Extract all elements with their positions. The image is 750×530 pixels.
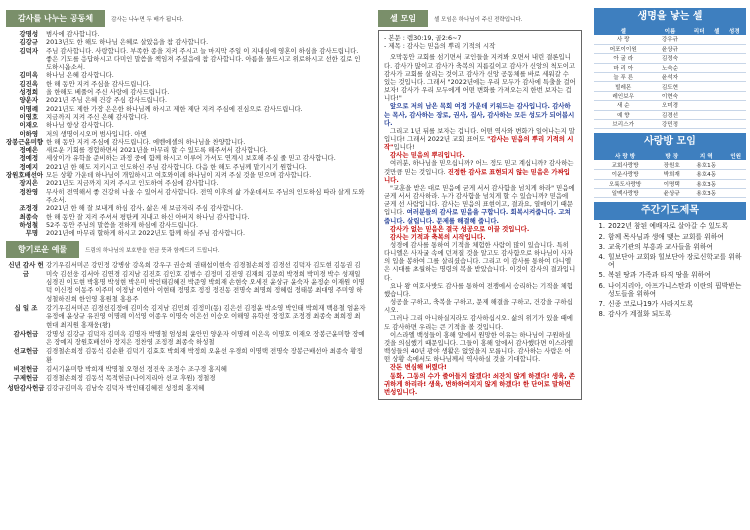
table-cell: 레인보우 — [594, 91, 652, 100]
table-cell — [688, 82, 711, 91]
prayer-list — [594, 222, 746, 318]
table-cell — [723, 91, 746, 100]
table-cell — [711, 82, 723, 91]
table-cell: 윤석자 — [652, 73, 687, 82]
table-cell: 늘 푸 른 — [594, 73, 652, 82]
thanks-name: 장봉근윤미향 — [6, 137, 44, 146]
prayer-item — [594, 253, 746, 269]
table-cell — [725, 160, 746, 169]
thanks-text: 한 해 동안 지켜 주심을 감사드립니다. — [46, 79, 151, 88]
table-cell: 용호3동 — [687, 179, 725, 188]
love-group-title: 사랑방 모임 — [594, 133, 746, 151]
table-cell: 이운사랑방 — [594, 170, 656, 179]
table-cell — [688, 73, 711, 82]
prayer-title: 주간기도제목 — [594, 202, 746, 220]
table-cell: 용호1동 — [687, 160, 725, 169]
thanks-text: 주님 감사합니다. 사랑합니다. 부족한 종을 지켜 주시고 늘 마지막 주일 이 지내심에 영혼이 하심을 감사드립니다. 좋은 기도를 응답하시고 다미인 말씀을 책임져 주셨음에 참 감사합니다. 아름을 물드시고 위로하시고 선한 길로 인도하시옵소서. — [46, 46, 361, 72]
sermon-segment: 성경에 감사를 통하여 기적을 체험한 사람이 많이 있습니다. 특히 다니엘은 사자굴 속에 던져질 것을 알고도 감사함으로 하나님이 사자의 입을 봉하여 그를 살리셨습니다. 그리고 이 감사를 통하여 다니엘은 시대를 초월하는 명령의 복을 받았습니다. 이것이 감사의 결과입니다. — [384, 241, 576, 282]
table-header: 이름 — [652, 26, 687, 35]
prayer-item — [594, 271, 746, 279]
prayer-number: 1. — [598, 222, 605, 231]
prayer-number: 5. — [598, 271, 605, 280]
sermon-paragraph — [384, 102, 576, 126]
table-row — [594, 44, 746, 53]
sermon-segment: 앞으로 저의 남은 목회 여정 가운데 키워드는 감사입니다. 감사하는 목사, 감사하는 장로, 권사, 집사, 감사하는 모든 성도가 되어봅시다. — [384, 102, 575, 127]
middle-column — [374, 0, 586, 530]
offering-row — [6, 384, 366, 392]
table-header: 사 랑 방 — [594, 151, 656, 160]
table-cell — [688, 101, 711, 110]
thanks-name: 장지은 — [19, 179, 38, 188]
offering-row — [6, 347, 366, 364]
table-cell — [711, 35, 723, 44]
sermon-segment: 잔돈 변심해 버렸다! — [390, 363, 447, 372]
prayer-item — [594, 233, 746, 241]
thanks-name: 김진옥 — [19, 79, 38, 88]
table-cell: 윤상규 — [656, 189, 687, 198]
cell-title: 셀 모임 — [378, 10, 428, 27]
thanks-name: 이명례 — [19, 104, 38, 113]
life-cell-title: 생명을 낳는 셀 — [594, 8, 746, 26]
thanks-text: 지금까지 지켜 주신 은혜 감사합니다. — [46, 112, 149, 121]
prayer-text: 감사가 계절화 되도록 — [608, 310, 672, 319]
table-header: 셀 — [594, 26, 652, 35]
thanks-text: 2021년도 지금까지 지켜 주시고 인도하여 주심에 감사합니다. — [46, 179, 219, 188]
thanks-name: 조정경 — [19, 204, 38, 213]
thanks-row — [6, 221, 366, 229]
table-cell — [688, 110, 711, 119]
sermon-segment: 그러나 그리 아니하실지라도 감사하십시오. 삶의 위기가 있을 때에도 감사하면 우리는 큰 기적을 볼 것입니다. — [384, 314, 573, 331]
table-cell: 어포이이원 — [594, 44, 652, 53]
thanks-row — [6, 130, 366, 138]
love-group-table — [594, 151, 746, 198]
thanks-text: 2021년 한 해도 지키시고 인도하신 주님 감사합니다. 다음 한 해도 주님께 맡기시기 원합니다. — [46, 162, 307, 171]
table-cell — [725, 179, 746, 188]
table-cell — [688, 63, 711, 72]
table-cell — [723, 120, 746, 129]
thanks-name: 최종숙 — [19, 212, 38, 221]
thanks-row — [6, 96, 366, 104]
prayer-number: 7. — [598, 300, 605, 309]
table-header: 셀 — [711, 26, 723, 35]
table-cell: 아 굴 라 — [594, 54, 652, 63]
table-cell — [725, 170, 746, 179]
prayer-item — [594, 300, 746, 308]
table-cell — [711, 73, 723, 82]
sermon-segment: 그리고 1년 뒤를 보자는 겁니다. 어떤 역사와 변화가 일어나는지 말입니다! 그래서 2022년 교회 표어도 — [384, 126, 575, 143]
sermon-paragraph — [384, 225, 576, 233]
thanks-text: 한 해 동안 잘 지켜 주셔서 평탄케 지내고 하신 아버지 하나님 감사합니다. — [46, 212, 250, 221]
offering-text: 김강규김미옥 김남숙 김덕자 박인태김혜진 성정희 홍지혜 — [46, 383, 205, 392]
thanks-text: 2021년에 마무리 할하게 하시고 2022년도 함께 하실 주님 감사합니다. — [46, 229, 245, 238]
sermon-segment: 감사가 없는 믿음은 결국 성공으로 이끌 것입니다. — [390, 224, 530, 233]
offering-name: 성탄감사헌금 — [7, 383, 45, 392]
table-cell — [723, 73, 746, 82]
table-row — [594, 160, 746, 169]
thanks-text: 모든 상황 가운데 하나님이 개입하시고 여호와이레 하나님이 지켜 주실 것을 믿으며 감사합니다. — [46, 171, 312, 180]
prayer-item — [594, 243, 746, 251]
sermon-segment: 요나 왕 여호사밧도 감사를 통하여 전쟁에서 승리하는 기적을 체험했습니다. — [384, 281, 573, 298]
prayer-text: 신종 코로나19가 사라지도록 — [608, 300, 694, 309]
thanks-row — [6, 38, 366, 46]
table-cell — [723, 54, 746, 63]
thanks-row — [6, 71, 366, 79]
table-cell — [711, 101, 723, 110]
thanks-name: 이재오 — [19, 121, 38, 130]
table-cell — [711, 54, 723, 63]
table-cell: 교회사랑방 — [594, 160, 656, 169]
sermon-segment: "감사는 믿음의 뿌리 기적의 시작" — [384, 134, 574, 152]
table-cell: 노숙순 — [652, 63, 687, 72]
table-cell: 빌레몬 — [594, 82, 652, 91]
prayer-number: 3. — [598, 242, 605, 251]
table-header: 지 역 — [687, 151, 725, 160]
life-cell-table — [594, 26, 746, 129]
prayer-text: 함께 목사님과 생애 맺는 교회를 위하여 — [608, 232, 724, 241]
table-row — [594, 189, 746, 198]
prayer-text: 2022년 참된 예배자로 살아갈 수 있도록 — [608, 222, 729, 231]
sermon-segment: 진정한 감사로 표현되지 않는 믿음은 가짜입니다. — [384, 167, 570, 184]
offering-text: 강기우김서미곤 강민정 강병삼 강옥희 강우구 권승희 권태섭이현숙 김경철손희정 김경선 김덕자 김도현 김동권 김미숙 김선웅 김서아 김연경 김지남 김진호 김인호 김범수 김정미 김진영 김재희 김문희 박경희 박미경 박수 성재일 심경진 이도현 박홍명 박성현 박은미 박인태김혜진 박준영 박희재 손현숙 오세진 윤상규 윤숙자 윤정순 이재원 이명덕 이신정 이동주 이주미 이정남 이현아 이현태 정명호 정정 정진동 전명숙 최명희 정혜림 정태봉 최대영 주미영 하성철하진희 한인영 홍원철 홍용주 — [46, 261, 365, 303]
thanks-name: 김덕자 — [19, 46, 38, 55]
table-cell: 사 랑 — [594, 35, 652, 44]
table-cell — [723, 35, 746, 44]
offering-subtitle: 드림의 하나님의 보호받을 헌금 뜻과 함께드리 드립니다. — [85, 247, 220, 254]
right-column — [590, 0, 748, 530]
offering-name: 선교헌금 — [13, 347, 39, 356]
thanks-name: 김강규 — [19, 38, 38, 47]
sermon-paragraph — [384, 314, 576, 330]
thanks-text: 2021년 주님 은혜 건강 주심 감사드립니다. — [46, 96, 168, 105]
thanks-row — [6, 47, 366, 72]
sermon-paragraph — [384, 53, 576, 102]
thanks-text: 범사에 감사합니다. — [46, 30, 100, 38]
thanks-text: 2013년도 한 해도 하나님 은혜로 살았음을 참 감사합니다. — [46, 38, 209, 47]
thanks-row — [6, 163, 366, 171]
prayer-text: 힐보단아 교회와 힐보단아 장로신학교를 위하여 — [608, 253, 742, 270]
thanks-name: 정예정 — [19, 154, 38, 163]
table-header: 인원 — [725, 151, 746, 160]
thanks-name: 이영호 — [19, 112, 38, 121]
table-cell — [723, 110, 746, 119]
thanks-text: 저의 생명이시오며 범사입니다. 아멘 — [46, 129, 147, 138]
table-cell — [711, 44, 723, 53]
table-cell: 오미경 — [652, 101, 687, 110]
table-row — [594, 63, 746, 72]
table-cell — [688, 54, 711, 63]
thanks-row — [6, 213, 366, 221]
prayer-item — [594, 222, 746, 230]
thanks-text: 올 한해도 베풀어 주신 사랑에 감사드립니다. — [46, 88, 170, 97]
table-cell — [711, 110, 723, 119]
thanks-name: 양운자 — [19, 96, 38, 105]
sermon-paragraph — [384, 282, 576, 298]
thanks-subtitle: 감사는 나누면 두 배가 됩니다. — [111, 16, 184, 23]
table-cell — [711, 120, 723, 129]
offering-row — [6, 365, 366, 373]
table-cell: 용호3동 — [687, 189, 725, 198]
thanks-text: 새로운 기회를 경험하면서 2021년을 마무리 할 수 있도록 해주셔서 감사합니다. — [46, 146, 268, 155]
table-cell — [723, 63, 746, 72]
table-cell — [711, 63, 723, 72]
table-cell — [688, 91, 711, 100]
thanks-row — [6, 138, 366, 146]
thanks-row — [6, 121, 366, 129]
thanks-row — [6, 105, 366, 113]
offering-name: 감사헌금 — [13, 329, 39, 338]
sermon-paragraph — [384, 184, 576, 225]
table-cell: 브리스가 — [594, 120, 652, 129]
sermon-paragraph — [384, 127, 576, 151]
thanks-name: 정예지 — [19, 162, 38, 171]
thanks-name: 장원호배선아 — [6, 171, 44, 180]
thanks-name: 정예은 — [19, 146, 38, 155]
thanks-text: 무사히 전역해서 좋 건강히 나올 수 있어서 감사합니다. 전역 이후의 삶 가운데서도 주님의 인도하심 따라 살게 도와주소서. — [46, 187, 365, 204]
table-row — [594, 82, 746, 91]
offering-name: 비전헌금 — [13, 364, 39, 373]
table-cell: 강민정 — [652, 120, 687, 129]
offering-name: 구제헌금 — [13, 374, 39, 383]
prayer-item — [594, 310, 746, 318]
sermon-body — [384, 53, 576, 396]
table-cell: 이명택 — [656, 179, 687, 188]
thanks-name: 강명성 — [19, 30, 38, 38]
table-cell: 예 향 — [594, 110, 652, 119]
thanks-row — [6, 154, 366, 162]
table-cell: 장원호 — [656, 160, 687, 169]
thanks-name: 성정희 — [19, 88, 38, 97]
thanks-text: 하나님 항상 감사합니다. — [46, 121, 114, 130]
offering-text: 김경철손희정 김동석 김순환 김덕기 김효호 박희재 박정희 오윤선 우경희 이명택 전명숙 장봉근배선아 최종숙 황정환 — [46, 347, 363, 364]
thanks-title: 감사를 나누는 공동체 — [6, 10, 105, 27]
thanks-row — [6, 229, 366, 237]
left-column — [0, 0, 370, 530]
thanks-text: 52주 동안 주님의 말씀을 전하게 하심에 감사드립니다. — [46, 220, 198, 229]
offering-header — [6, 241, 366, 258]
offering-row — [6, 304, 366, 329]
thanks-text: 세상이가 유학을 준비하는 과정 중에 함께 하시고 이루어 가셔도 연계시 보호해 주실 줄 믿고 감사합니다. — [46, 154, 336, 163]
sermon-text: - 본문 : 렘30:19, 골2:6~7 — [384, 34, 462, 42]
sermon-segment: 감사는 기적과 축복의 시작입니다. — [390, 232, 486, 241]
prayer-item — [594, 282, 746, 298]
cell-header — [378, 10, 582, 27]
table-cell: 일맥사랑방 — [594, 189, 656, 198]
sermon-info — [384, 34, 576, 50]
table-cell: 박희재 — [656, 170, 687, 179]
thanks-list — [6, 30, 366, 237]
sermon-paragraph — [384, 298, 576, 314]
thanks-row — [6, 179, 366, 187]
thanks-name: 김미옥 — [19, 71, 38, 80]
prayer-text: 나이지리아, 아프가니스탄과 이란의 핍박받는 성도들을 위하여 — [608, 281, 742, 298]
thanks-text: 2021년도 제한 가장 은은한 하나님께 하시고 제한 제단 지켜 주심에 진심으로 감사드립니다. — [46, 104, 303, 113]
table-row — [594, 91, 746, 100]
offering-row — [6, 261, 366, 302]
sermon-paragraph — [384, 363, 576, 371]
sermon-segment: "교훈을 받은 대로 믿음에 굳게 서서 감사함을 넘치게 하라" 믿음에 굳게 서서 감사하라. 누가 감사함을 넘치게 할 수 있습니까? 믿음에 굳게 선 사람입니다. 감사는 믿음의 표현이고, 결과요, 열매이기 때문입니다. — [384, 183, 575, 217]
table-row — [594, 170, 746, 179]
thanks-name: 정찬영 — [19, 187, 38, 196]
table-cell: 이현숙 — [652, 91, 687, 100]
table-cell: 강우규 — [652, 35, 687, 44]
table-cell: 오륙도사랑방 — [594, 179, 656, 188]
sermon-segment: 여러분들의 감사로 믿음을 구합니다. 회복시켜줍니다. 고쳐줍니다. 살립니다. 문제를 해결해 줍니다. — [384, 208, 571, 225]
thanks-row — [6, 80, 366, 88]
table-row — [594, 101, 746, 110]
offering-text: 강기우김서미곤 김경선김정애 김미숙 김지남 김민희 김정미(동) 김은선 김정윤 박소영 박인태 박희재 백용철 엄윤자 유정애 윤상규 유진영 이명례 이석영 이종우 이명숙 이은선 이승오 이해영 유학선 장정호 조정경 최종숙 최희정 최현대 최지원 홍재웅(왕) — [46, 303, 366, 329]
table-row — [594, 35, 746, 44]
sermon-segment: 이스라엘 백성들이 홍해 앞에서 원망한 이유는 하나님이 구원하실 것을 의심했기 때문입니다. 그들이 홍해 앞에서 감사했다면 이스라엘 백성들의 40년 광야 생활은 없었을지 모릅니다. 감사하는 사람은 어떤 상황 속에서도 하나님께서 역사하실 것을 기대합니다. — [384, 330, 574, 364]
prayer-text: 복된 땅과 가족과 타직 땅을 위하여 — [608, 271, 711, 280]
sermon-paragraph — [384, 241, 576, 282]
table-cell — [723, 101, 746, 110]
sermon-title: - 제목 : 감사는 믿음의 뿌리 기적의 시작 — [384, 42, 496, 51]
sermon-paragraph — [384, 159, 576, 183]
table-cell: 새 순 — [594, 101, 652, 110]
table-cell: 용호4동 — [687, 170, 725, 179]
table-row — [594, 179, 746, 188]
thanks-name: 하성철 — [19, 220, 38, 229]
offering-name: 십 일 조 — [14, 303, 38, 312]
thanks-row — [6, 188, 366, 205]
table-row — [594, 110, 746, 119]
offering-title: 향기로운 예물 — [6, 241, 79, 258]
sermon-paragraph — [384, 233, 576, 241]
table-cell: 윤상규 — [652, 44, 687, 53]
sermon-segment: 감사는 믿음의 뿌리입니다. — [390, 151, 465, 160]
prayer-number: 6. — [598, 281, 605, 290]
table-row — [594, 54, 746, 63]
offering-name: 신년 감사 헌 금 — [8, 261, 44, 278]
thanks-header — [6, 10, 366, 27]
prayer-number: 4. — [598, 253, 605, 262]
thanks-text: 하나님 은혜 감사합니다. — [46, 71, 114, 80]
table-cell — [688, 44, 711, 53]
table-cell — [725, 189, 746, 198]
table-cell — [688, 35, 711, 44]
thanks-text: 2021년 한 해 잘 보내게 하심 감사, 삶은 새 보금자리 주심 감사합니다. — [46, 204, 244, 213]
thanks-name: 무명 — [25, 229, 38, 238]
table-row — [594, 73, 746, 82]
table-cell — [723, 44, 746, 53]
sermon-segment: 여러분, 하나님을 믿으십니까? 어느 정도 믿고 계십니까? 감사하는 것만큼 믿는 것입니다. — [384, 159, 574, 176]
table-cell — [711, 91, 723, 100]
table-cell: 마 리 아 — [594, 63, 652, 72]
sermon-box — [378, 30, 582, 400]
offering-list — [6, 261, 366, 391]
sermon-segment: 동화, 그동의 수가 줄어들지 않겠다! 쇠잔치 않게 하겠다! 생육, 존귀하게 하리라! 생육, 변하하여지지 않게 하겠다! 한 단어로 말하면 번성입니다. — [384, 371, 576, 396]
prayer-number: 8. — [598, 310, 605, 319]
offering-text: 강명성 김강규 김덕자 김미옥 김명자 박명철 엄성희 윤안민 양운자 이명례 이은옥 이명호 이재오 장봉근윤미향 장예은 장예지 장원호배선아 장지은 정찬영 조정경 최종숙 하성철 — [46, 329, 365, 347]
table-cell — [688, 120, 711, 129]
table-row — [594, 120, 746, 129]
sermon-segment: 오막동안 교회를 섬기면서 교인들을 지켜봐 오면서 내린 결론입니다. 감사가 많이고 감사가 축복의 지름길이고 감사가 신앙의 척도이고 감사가 교회를 살리는 것이고 감사가 신앙 공동체를 바로 세워갈 수 있는 것입니다. 그래서 "2022년에는 우리 모두가 감사에 특출을 걸어보자! 감사가 우리 모두에게 어떤 변화를 가져오는지 한번 보자는 겁니다!" — [384, 53, 576, 103]
thanks-row — [6, 204, 366, 212]
sermon-segment: 입니다! — [393, 143, 415, 152]
table-header: 방 장 — [656, 151, 687, 160]
prayer-number: 2. — [598, 232, 605, 241]
table-cell: 김경선 — [652, 110, 687, 119]
table-header: 성경 — [723, 26, 746, 35]
prayer-text: 교육기관의 부흥과 교사들을 위하여 — [608, 242, 713, 251]
sermon-segment: 성공을 구하고, 축복을 구하고, 문제 해결을 구하고, 건강을 구하십시오. — [384, 298, 573, 315]
offering-text: 김서기윤미향 박희재 박명철 오형선 정진욱 조정수 조구경 홍지혜 — [46, 364, 227, 373]
table-cell — [723, 82, 746, 91]
table-header: 리더 — [688, 26, 711, 35]
offering-text: 김경철손희정 김동석 목적헌금(나이지리아 선교 후원) 정철경 — [46, 374, 216, 383]
cell-subtitle: 셀 모임은 하나님이 주신 전략입니다. — [433, 16, 523, 23]
sermon-paragraph — [384, 331, 576, 364]
thanks-text: 한 해 동안 지켜 주심에 감사드립니다. 에벤에셀의 하나님을 찬양합니다. — [46, 137, 246, 146]
offering-row — [6, 374, 366, 382]
table-cell: 김도현 — [652, 82, 687, 91]
thanks-name: 이하영 — [19, 129, 38, 138]
table-cell: 김정숙 — [652, 54, 687, 63]
offering-row — [6, 330, 366, 347]
sermon-paragraph — [384, 372, 576, 396]
